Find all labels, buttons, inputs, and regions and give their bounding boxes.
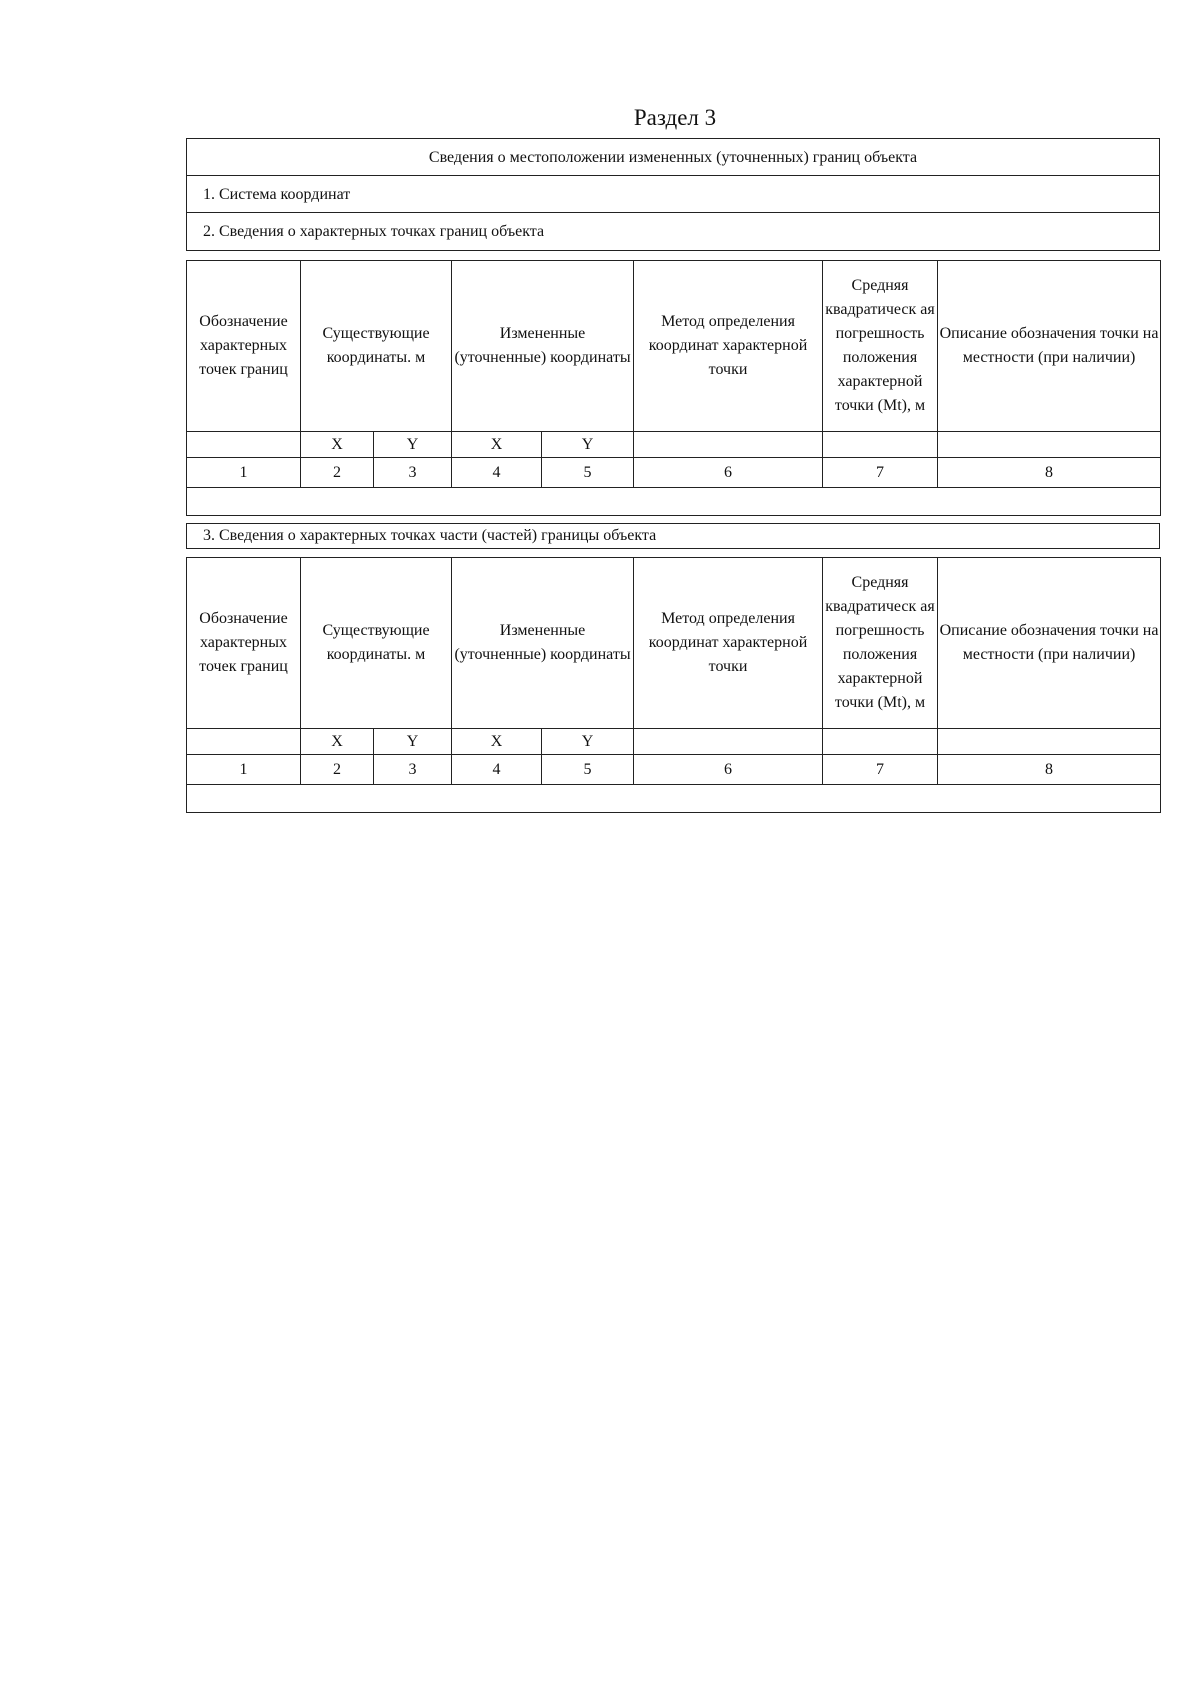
header-existing-coords: Существующие координаты. м (301, 558, 452, 729)
header-point-designation: Обозначение характерных точек границ (187, 261, 301, 432)
boundary-points-table (186, 260, 1161, 516)
header-method: Метод определения координат характерной точки (634, 261, 823, 432)
column-number: 2 (301, 458, 374, 488)
axes-cell-empty (187, 729, 301, 755)
header-mean-error: Средняя квадратическ ая погрешность положения характерной точки (Mt), м (823, 558, 938, 729)
axes-row (187, 729, 1161, 755)
table-header-row (187, 558, 1161, 729)
column-number: 2 (301, 755, 374, 785)
section-title-text: Раздел 3 (633, 105, 717, 130)
part-points-label: 3. Сведения о характерных точках части (частей) границы объекта (186, 523, 1160, 549)
header-point-designation: Обозначение характерных точек границ (187, 558, 301, 729)
header-existing-coords: Существующие координаты. м (301, 261, 452, 432)
axes-cell-empty (938, 432, 1161, 458)
column-number: 8 (938, 755, 1161, 785)
column-number: 4 (452, 458, 542, 488)
column-number: 4 (452, 755, 542, 785)
header-changed-coords: Измененные (уточненные) координаты (452, 261, 634, 432)
column-number: 7 (823, 458, 938, 488)
header-mean-error: Средняя квадратическ ая погрешность положения характерной точки (Mt), м (823, 261, 938, 432)
column-number: 7 (823, 755, 938, 785)
boundary-points-label: 2. Сведения о характерных точках границ объекта (203, 223, 545, 240)
axes-cell-empty (187, 432, 301, 458)
column-number: 6 (634, 458, 823, 488)
axes-cell-empty (634, 729, 823, 755)
empty-row-cell (187, 785, 1161, 813)
axes-cell-empty (823, 432, 938, 458)
header-description: Описание обозначения точки на местности (при наличии) (938, 261, 1161, 432)
axis-y-label: Y (374, 729, 452, 755)
header-method: Метод определения координат характерной точки (634, 558, 823, 729)
empty-row-cell (187, 488, 1161, 516)
table-header-row (187, 261, 1161, 432)
column-number: 1 (187, 458, 301, 488)
column-numbers-row (187, 755, 1161, 785)
section-title (0, 104, 1200, 132)
axes-cell-empty (634, 432, 823, 458)
axes-row (187, 432, 1161, 458)
part-points-table (186, 557, 1161, 813)
column-numbers-row (187, 458, 1161, 488)
axes-cell-empty (938, 729, 1161, 755)
column-number: 8 (938, 458, 1161, 488)
axis-y-label: Y (542, 432, 634, 458)
column-number: 5 (542, 755, 634, 785)
empty-data-row (187, 488, 1161, 516)
axis-x-label: X (301, 432, 374, 458)
axis-x-label: X (301, 729, 374, 755)
header-description: Описание обозначения точки на местности (при наличии) (938, 558, 1161, 729)
axis-y-label: Y (542, 729, 634, 755)
axis-y-label: Y (374, 432, 452, 458)
info-box-title: Сведения о местоположении измененных (уточненных) границ объекта (187, 139, 1159, 176)
column-number: 6 (634, 755, 823, 785)
column-number: 3 (374, 755, 452, 785)
column-number: 1 (187, 755, 301, 785)
column-number: 3 (374, 458, 452, 488)
axis-x-label: X (452, 729, 542, 755)
column-number: 5 (542, 458, 634, 488)
header-changed-coords: Измененные (уточненные) координаты (452, 558, 634, 729)
empty-data-row (187, 785, 1161, 813)
axis-x-label: X (452, 432, 542, 458)
axes-cell-empty (823, 729, 938, 755)
coord-system-label: 1. Система координат (187, 176, 1159, 213)
info-box (186, 138, 1160, 251)
